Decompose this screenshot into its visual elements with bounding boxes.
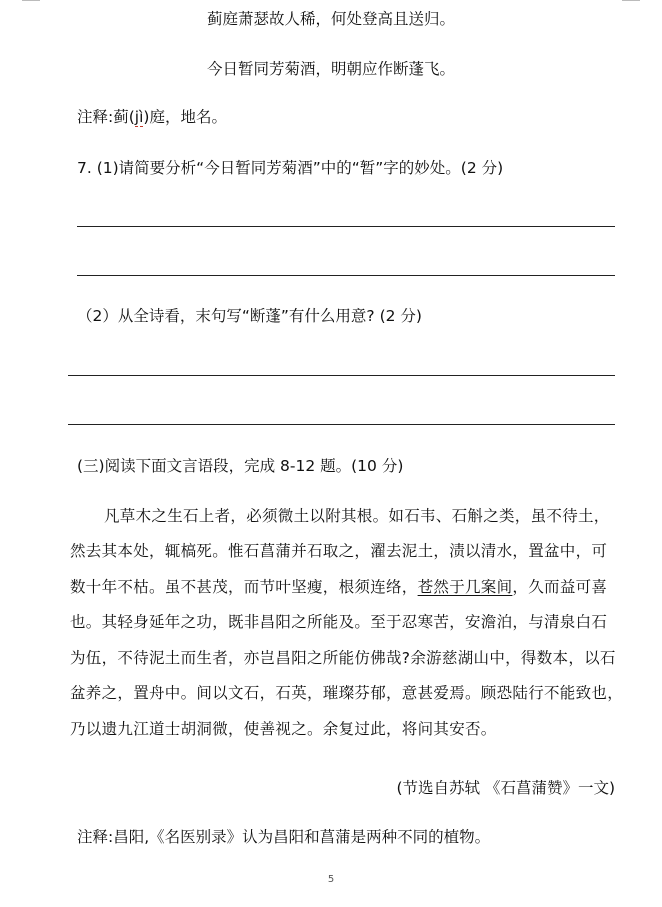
- passage-line-2: 然去其本处，辄槁死。惟石菖蒲并石取之，濯去泥土，渍以清水，置盆中，可: [70, 542, 608, 560]
- poem-annotation-suffix: )庭，地名。: [143, 108, 227, 126]
- passage-line-5: 为伍，不待泥土而生者，亦岂昌阳之所能仿佛哉?余游慈湖山中，得数本，以石: [70, 649, 616, 667]
- poem-annotation: [77, 106, 227, 128]
- question-7-1: 7. (1)请简要分析“今日暂同芳菊酒”中的“暂”字的妙处。(2 分): [77, 159, 504, 177]
- pinyin-text: jì: [134, 108, 144, 126]
- source-citation: (节选自苏轼 《石菖蒲赞》一文): [396, 779, 615, 797]
- answer-line-7-2-b[interactable]: [68, 424, 615, 425]
- passage-line-7: 乃以遗九江道士胡洞微，使善视之。余复过此，将问其安否。: [70, 720, 497, 738]
- poem-line-3: 蓟庭萧瑟故人稀，何处登高且送归。: [206, 10, 455, 28]
- page-corner-mark-right: [622, 0, 640, 1]
- page-number: 5: [327, 874, 335, 885]
- section-3-heading: (三)阅读下面文言语段，完成 8-12 题。(10 分): [77, 457, 404, 475]
- poem-line-4: 今日暂同芳菊酒，明朝应作断蓬飞。: [206, 60, 455, 78]
- passage-annotation: 注释:昌阳,《名医别录》认为昌阳和菖蒲是两种不同的植物。: [77, 828, 491, 846]
- passage-line-4: 也。其轻身延年之功，既非昌阳之所能及。至于忍寒苦，安澹泊，与清泉白石: [70, 613, 608, 631]
- passage-line-3: [70, 576, 607, 598]
- passage-line-6: 盆养之，置舟中。间以文石，石英，璀璨芬郁，意甚爱焉。顾恐陆行不能致也，: [70, 684, 624, 702]
- passage-line-3-end: ，久而益可喜: [512, 578, 608, 596]
- question-7-2: （2）从全诗看，末句写“断蓬”有什么用意? (2 分): [77, 307, 422, 325]
- page-corner-mark-left: [22, 0, 40, 1]
- poem-annotation-prefix: 注释:蓟(: [77, 108, 135, 126]
- passage-line-3-start: 数十年不枯。虽不甚茂，而节叶坚瘦，根须连络，: [70, 578, 418, 596]
- answer-line-7-1-a[interactable]: [77, 226, 615, 227]
- answer-line-7-2-a[interactable]: [68, 375, 615, 376]
- answer-line-7-1-b[interactable]: [77, 275, 615, 276]
- passage-line-1: 凡草木之生石上者，必须微土以附其根。如石韦、石斛之类，虽不待土，: [104, 507, 610, 525]
- underlined-phrase: 苍然于几案间: [417, 578, 513, 596]
